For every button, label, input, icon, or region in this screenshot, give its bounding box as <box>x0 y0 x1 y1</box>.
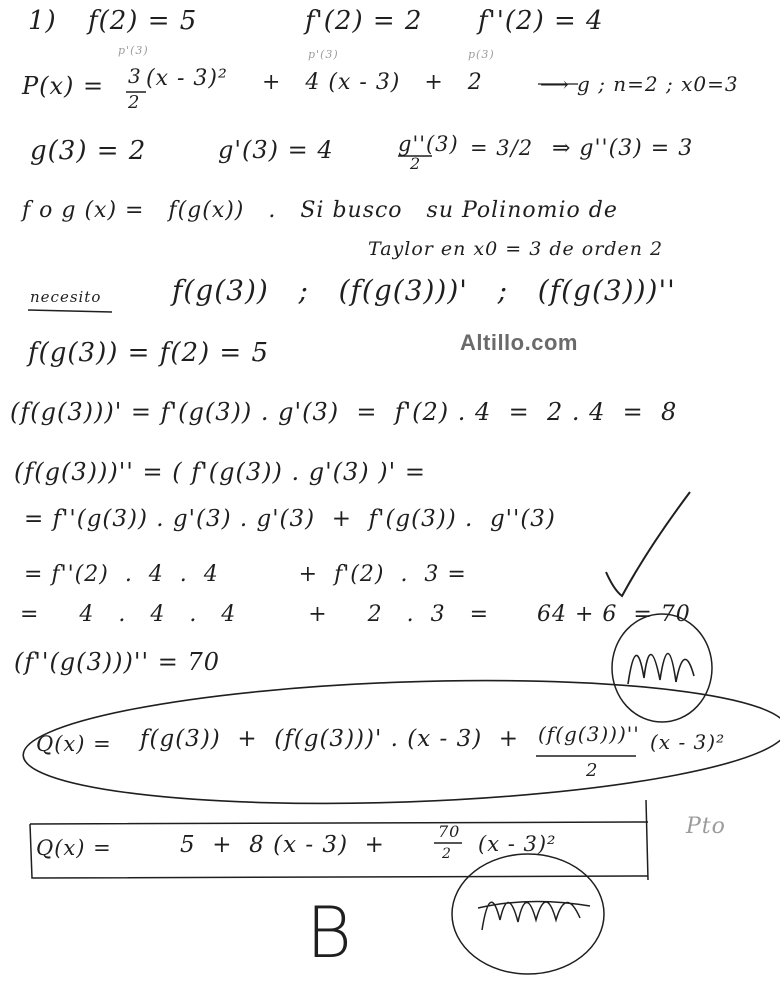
q-final-frac-den: 2 <box>442 846 452 862</box>
given-f-prime: f'(2) = 2 <box>305 6 423 36</box>
step-line-6: = 4 . 4 . 4 + 2 . 3 = 64 + 6 = 70 <box>20 602 691 627</box>
q-general-frac-num: (f(g(3)))'' <box>538 722 640 746</box>
composition-line-2: Taylor en x0 = 3 de orden 2 <box>368 238 664 260</box>
check-mark <box>606 492 690 596</box>
step-line-4: = f''(g(3)) . g'(3) . g'(3) + f'(g(3)) . g''(3) <box>24 506 556 532</box>
necesito-label: necesito <box>30 288 102 306</box>
necesito-underline <box>28 310 112 312</box>
taylor-p-term2: + 4 (x - 3) + 2 <box>262 70 483 95</box>
step-line-3: (f(g(3)))'' = ( f'(g(3)) . g'(3) )' = <box>14 458 426 486</box>
given-f-value: f(2) = 5 <box>88 6 198 36</box>
g-prime: g'(3) = 4 <box>218 136 334 164</box>
taylor-p-rest: (x - 3)² <box>146 66 228 91</box>
oval-q-general <box>21 669 780 816</box>
signature-scribble-1 <box>628 653 694 684</box>
grade-letter: B <box>306 892 353 974</box>
faint-mark-2: p'(3) <box>308 48 339 61</box>
g-second-val: = 3/2 <box>470 136 534 160</box>
step-line-2: (f(g(3)))' = f'(g(3)) . g'(3) = f'(2) . 4 = 2 . 4 = 8 <box>10 398 678 426</box>
q-general-body: f(g(3)) + (f(g(3)))' . (x - 3) + <box>140 726 520 752</box>
taylor-p-note: ⟶ g ; n=2 ; x0=3 <box>540 72 739 96</box>
box-q-final <box>30 800 648 880</box>
taylor-p-den: 2 <box>128 92 141 113</box>
q-general-lhs: Q(x) = <box>36 732 112 756</box>
step-line-7: (f''(g(3)))'' = 70 <box>14 648 220 676</box>
signature-scribble-2 <box>478 901 590 930</box>
step-line-5: = f''(2) . 4 . 4 + f'(2) . 3 = <box>24 562 467 587</box>
q-general-frac-den: 2 <box>586 760 599 781</box>
q-general-tail: (x - 3)² <box>650 730 726 754</box>
g-second-den: 2 <box>410 154 422 173</box>
g-second-num: g''(3) <box>398 132 459 156</box>
taylor-p-lhs: P(x) = <box>22 72 105 100</box>
signature-circle-2 <box>452 854 604 974</box>
given-f-second: f''(2) = 4 <box>478 6 604 36</box>
q-final-tail: (x - 3)² <box>478 832 557 856</box>
step-line-1: f(g(3)) = f(2) = 5 <box>28 338 270 368</box>
q-final-frac-num: 70 <box>438 822 461 841</box>
composition-line-1: f o g (x) = f(g(x)) . Si busco su Polinomio de <box>22 198 618 223</box>
side-note: Pto <box>686 814 726 839</box>
faint-mark-3: p(3) <box>468 48 495 61</box>
g-second-result: ⇒ g''(3) = 3 <box>552 136 694 161</box>
watermark: Altillo.com <box>460 330 578 355</box>
g-value: g(3) = 2 <box>30 136 147 166</box>
q-final-body: 5 + 8 (x - 3) + <box>180 832 385 858</box>
problem-number: 1) <box>28 6 57 36</box>
taylor-p-num: 3 <box>128 64 142 88</box>
q-final-lhs: Q(x) = <box>36 836 112 860</box>
necesito-items: f(g(3)) ; (f(g(3)))' ; (f(g(3)))'' <box>172 274 676 307</box>
faint-mark-1: p'(3) <box>118 44 149 57</box>
